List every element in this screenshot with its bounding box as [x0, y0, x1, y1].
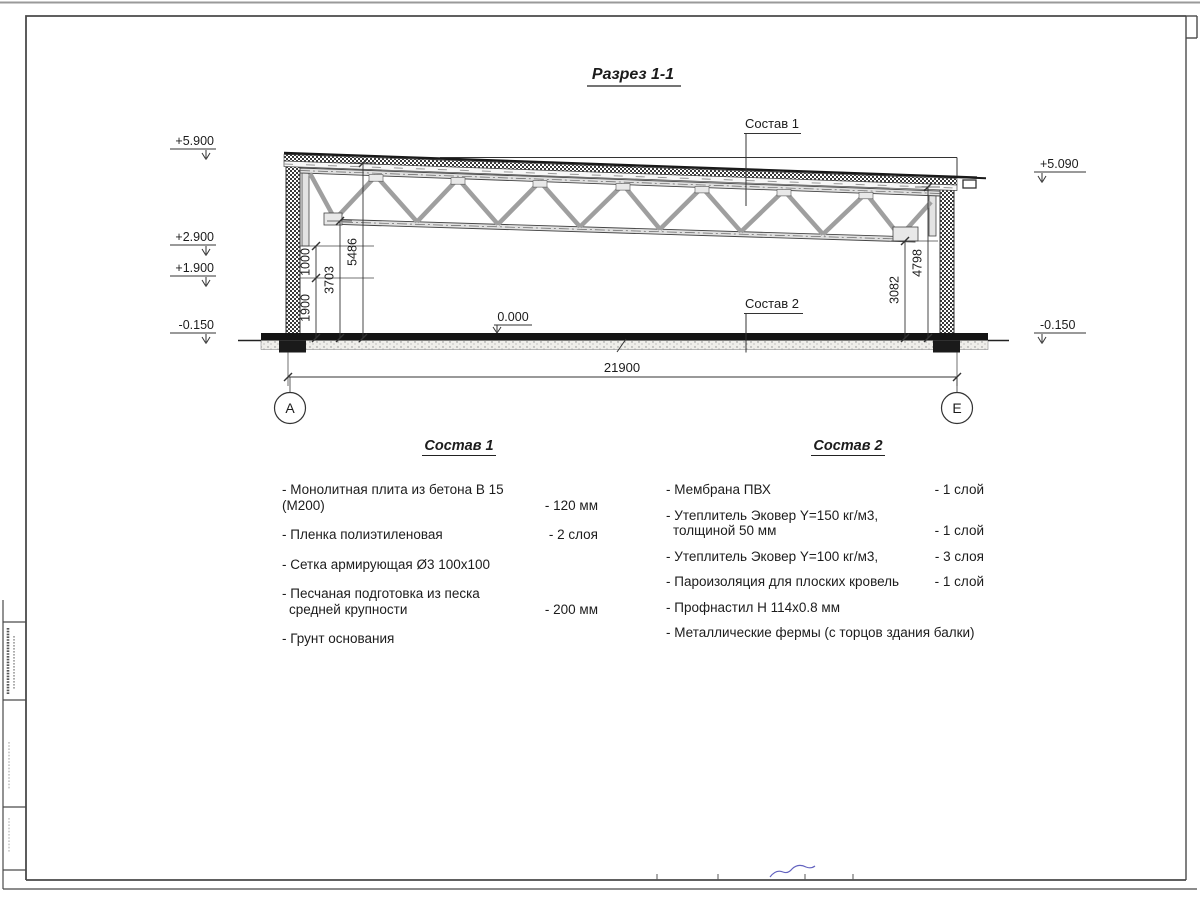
dim-text: 3082 [887, 276, 902, 304]
material-name: - Песчаная подготовка из песка [282, 586, 480, 601]
composition-list-2 [666, 438, 984, 651]
zero-level-mark [493, 310, 532, 333]
elevation-value: +1.900 [175, 261, 214, 275]
material-item [666, 549, 984, 565]
left-bearing-block [324, 213, 342, 225]
material-name: - Грунт основания [282, 631, 395, 646]
material-qty: - 200 мм [544, 601, 598, 617]
dim-text: 3703 [322, 266, 337, 294]
elevation-mark [170, 261, 216, 287]
material-name: - Пароизоляция для плоских кровель [666, 574, 900, 589]
composition-2-header: Состав 2 [813, 438, 883, 454]
elevation-value: -0.150 [1040, 318, 1076, 332]
dim-text: 1000 [298, 248, 313, 276]
right-post [929, 191, 936, 236]
material-qty: - 1 слой [934, 523, 984, 538]
drawing-title [587, 66, 681, 86]
material-name: - Сетка армирующая Ø3 100х100 [282, 556, 491, 572]
right-bearing-block [893, 227, 918, 241]
elevation-mark [1034, 157, 1086, 183]
material-item [282, 527, 598, 543]
dim-text: 4798 [910, 249, 925, 277]
comp2-label: Состав 2 [745, 296, 799, 311]
material-qty: - 1 слой [934, 482, 984, 497]
elevation-value: +2.900 [175, 230, 214, 244]
material-name: - Утеплитель Эковер Y=100 кг/м3, [666, 548, 879, 564]
floor-slab [261, 333, 988, 341]
material-item [282, 586, 598, 617]
zero-level-text: 0.000 [497, 310, 529, 324]
elevation-value: +5.900 [175, 134, 214, 148]
material-name-line2: толщиной 50 мм [673, 523, 777, 538]
elevation-mark [170, 230, 216, 256]
material-name-line2: средней крупности [289, 601, 408, 617]
elevation-mark [170, 318, 216, 344]
section-title-text: Разрез 1-1 [591, 66, 675, 83]
dim-text: 5486 [345, 238, 360, 266]
composition-list-1 [282, 438, 598, 661]
overall-dimension [275, 352, 973, 424]
grid-axis-letter-right: Е [952, 400, 962, 416]
elevation-value: +5.090 [1040, 157, 1079, 171]
elevation-marks-right [1034, 157, 1086, 344]
material-item [282, 631, 598, 647]
grid-axis-letter-left: А [285, 400, 295, 416]
corner-box [1186, 16, 1197, 38]
material-item [666, 574, 984, 590]
material-item [666, 482, 984, 498]
overall-dim-text: 21900 [603, 360, 641, 375]
material-name: - Монолитная плита из бетона В 15 (М200) [282, 482, 504, 513]
composition-1-header: Состав 1 [424, 438, 494, 454]
foundation-right [933, 341, 960, 353]
material-name: - Металлические фермы (с торцов здания балки) [666, 625, 975, 640]
material-item [666, 508, 984, 539]
material-item [282, 557, 598, 573]
material-item [282, 482, 598, 513]
right-wall [940, 176, 954, 340]
comp1-label: Состав 1 [745, 116, 799, 131]
material-name: - Мембрана ПВХ [666, 482, 771, 497]
elevation-mark [1034, 318, 1086, 344]
material-qty: - 2 слоя [548, 527, 598, 542]
material-qty: - 3 слоя [934, 548, 984, 564]
foundation-left [279, 341, 306, 353]
elevation-value: -0.150 [178, 318, 214, 332]
roof-edge-cap [963, 180, 976, 188]
material-name: - Пленка полиэтиленовая [282, 527, 443, 542]
pen-mark [770, 865, 815, 877]
elevation-mark [170, 134, 216, 160]
elevation-marks-left [170, 134, 216, 344]
material-item [666, 625, 984, 641]
material-qty: - 120 мм [544, 497, 598, 513]
floor [238, 333, 1009, 353]
material-item [666, 600, 984, 616]
material-qty: - 1 слой [934, 574, 984, 589]
material-name: - Профнастил Н 114х0.8 мм [666, 599, 840, 615]
material-name: - Утеплитель Эковер Y=150 кг/м3, [666, 507, 879, 523]
left-post [302, 170, 309, 246]
dim-text: 1900 [298, 294, 313, 322]
left-stamp-column [3, 600, 26, 889]
